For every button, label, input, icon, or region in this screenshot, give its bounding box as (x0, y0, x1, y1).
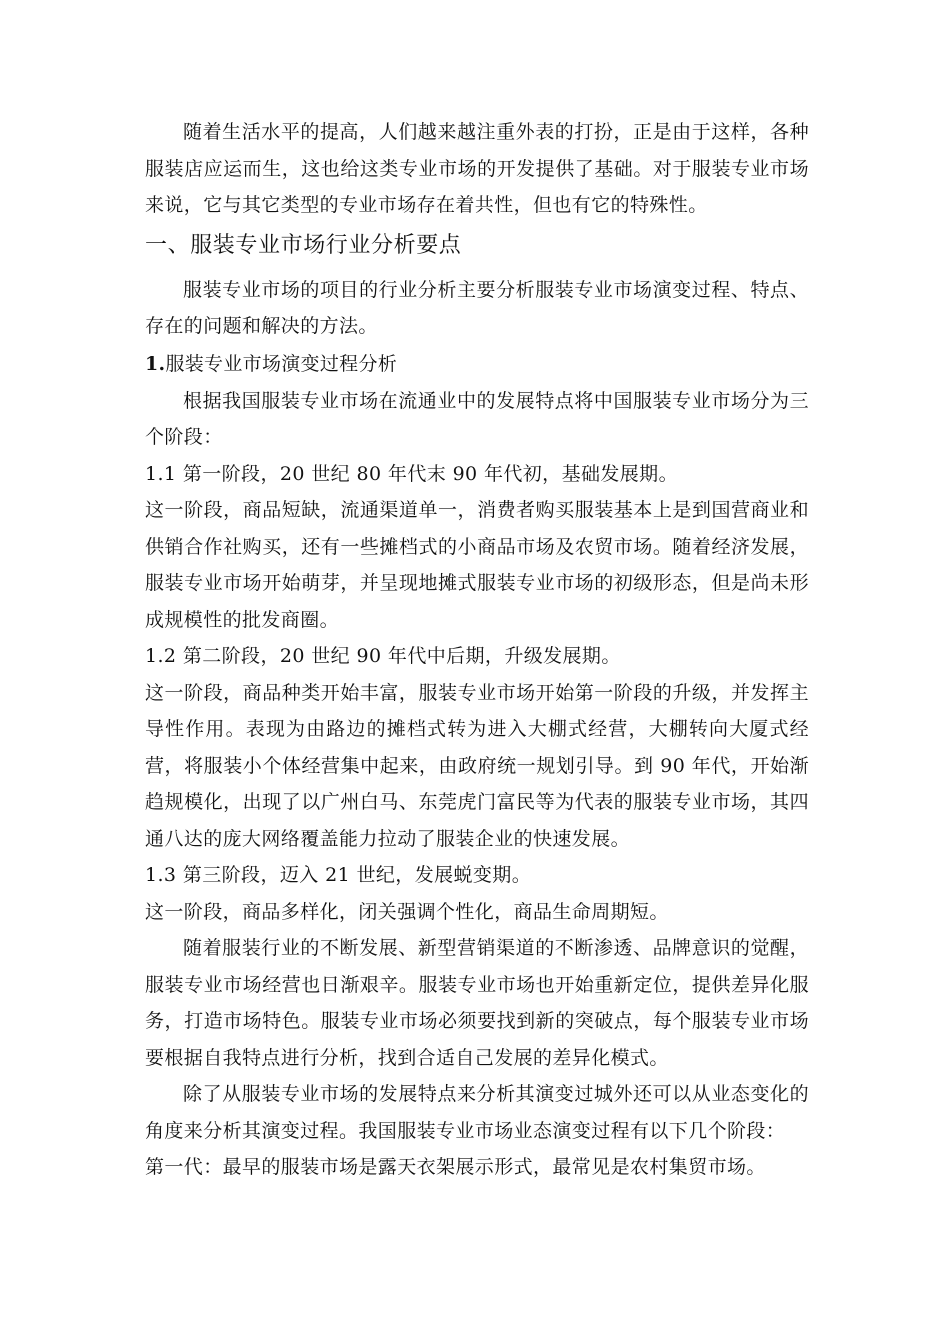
subsection-number: 1. (145, 352, 166, 375)
development-paragraph: 随着服装行业的不断发展、新型营销渠道的不断渗透、品牌意识的觉醒，服装专业市场经营也日渐艰辛。服装专业市场也开始重新定位，提供差异化服务，打造市场特色。服装专业市场必须要找到新的突破点，每个服装专业市场要根据自我特点进行分析，找到合适自己发展的差异化模式。 (145, 937, 809, 1069)
stage3-paragraph: 这一阶段，商品多样化，闭关强调个性化，商品生命周期短。 (145, 900, 669, 923)
subsection-heading (145, 345, 809, 383)
stage3-heading: 1.3 第三阶段，迈入 21 世纪，发展蜕变期。 (145, 864, 532, 886)
subsection-title: 服装专业市场演变过程分析 (165, 352, 398, 375)
stage2-paragraph: 这一阶段，商品种类开始丰富，服装专业市场开始第一阶段的升级，并发挥主导性作用。表现为由路边的摊档式转为进入大棚式经营，大棚转向大厦式经营，将服装小个体经营集中起来，由政府统一规划引导。到 90 年代，开始渐趋规模化，出现了以广州白马、东莞虎门富民等为代表的服装专业市场，其四通八达的庞大网络覆盖能力拉动了服装企业的快速发展。 (145, 681, 809, 850)
format-evolution-paragraph: 除了从服装专业市场的发展特点来分析其演变过城外还可以从业态变化的角度来分析其演变过程。我国服装专业市场业态演变过程有以下几个阶段： (145, 1083, 809, 1142)
subsection-intro-paragraph: 根据我国服装专业市场在流通业中的发展特点将中国服装专业市场分为三个阶段： (145, 389, 809, 448)
stage2-heading: 1.2 第二阶段，20 世纪 90 年代中后期，升级发展期。 (145, 645, 621, 667)
section-intro-paragraph: 服装专业市场的项目的行业分析主要分析服装专业市场演变过程、特点、存在的问题和解决的方法。 (145, 278, 809, 337)
intro-paragraph: 随着生活水平的提高，人们越来越注重外表的打扮，正是由于这样，各种服装店应运而生，这也给这类专业市场的开发提供了基础。对于服装专业市场来说，它与其它类型的专业市场存在着共性，但也有它的特殊性。 (145, 121, 809, 216)
stage1-paragraph: 这一阶段，商品短缺，流通渠道单一，消费者购买服装基本上是到国营商业和供销合作社购买，还有一些摊档式的小商品市场及农贸市场。随着经济发展，服装专业市场开始萌芽，并呈现地摊式服装专业市场的初级形态，但是尚未形成规模性的批发商圈。 (145, 499, 809, 631)
section-heading: 一、服装专业市场行业分析要点 (145, 232, 462, 258)
generation1-paragraph: 第一代：最早的服装市场是露天衣架展示形式，最常见是农村集贸市场。 (145, 1156, 766, 1178)
stage1-heading: 1.1 第一阶段，20 世纪 80 年代末 90 年代初，基础发展期。 (145, 462, 678, 485)
document-page (145, 114, 809, 1186)
